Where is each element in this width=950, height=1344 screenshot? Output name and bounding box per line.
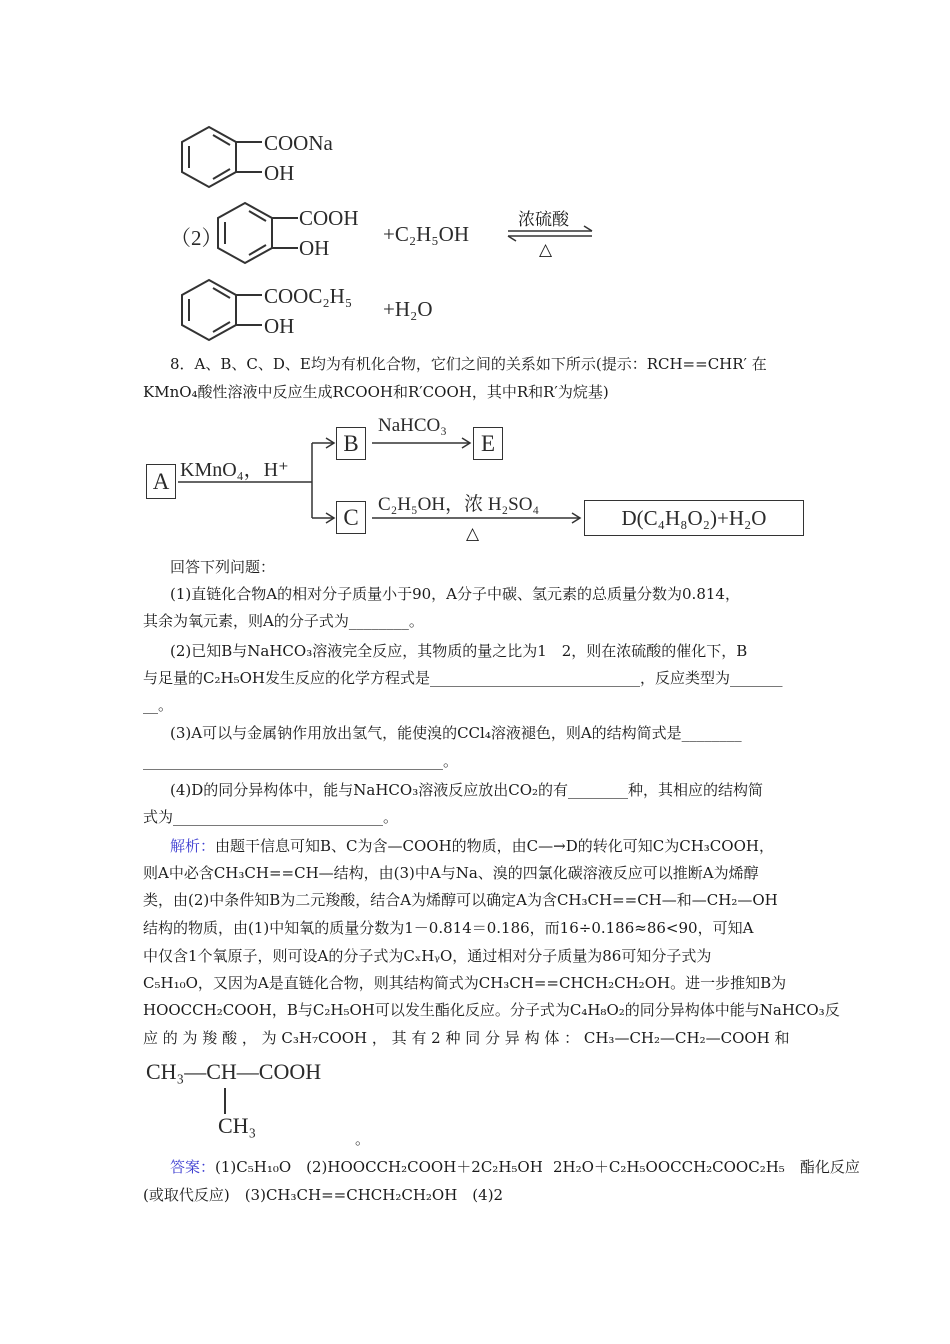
branch-bond	[224, 1088, 226, 1114]
q2-line-2: 与足量的C₂H₅OH发生反应的化学方程式是____________________________，反应类型为_______	[143, 669, 783, 687]
q4-line-1: (4)D的同分异构体中，能与NaHCO₃溶液反应放出CO₂的有________种，其相应的结构简	[170, 781, 764, 799]
isobutyric-acid-branch: CH₃	[218, 1113, 257, 1138]
benzene-ring-1	[182, 127, 262, 187]
q2-line-3: __。	[143, 696, 174, 714]
group-oh-3: OH	[264, 314, 295, 338]
reagent-ethanol-h2so4: C₂H₅OH，浓 H₂SO₄	[378, 494, 540, 515]
q1-line-2: 其余为氧元素，则A的分子式为________。	[143, 612, 424, 630]
q1-line-1: (1)直链化合物A的相对分子质量小于90，A分子中碳、氢元素的总质量分数为0.814，	[170, 585, 740, 603]
analysis-line-7: HOOCCH₂COOH，B与C₂H₅OH可以发生酯化反应。分子式为C₄H₈O₂的同分异构体中能与NaHCO₃反	[143, 1001, 840, 1019]
box-a: A	[146, 464, 176, 499]
question-intro-line-2: KMnO₄酸性溶液中反应生成RCOOH和R′COOH，其中R和R′为烷基)	[143, 383, 609, 401]
answer-label: 答案：	[170, 1158, 216, 1176]
box-c: C	[336, 501, 366, 534]
reagent-nahco3: NaHCO₃	[378, 415, 447, 436]
analysis-line-6: C₅H₁₀O，又因为A是直链化合物，则其结构简式为CH₃CH==CHCH₂CH₂OH。进一步推知B为	[143, 974, 787, 992]
q2-line-1: (2)已知B与NaHCO₃溶液完全反应，其物质的量之比为1 2，则在浓硫酸的催化下，B	[170, 642, 748, 660]
box-d-product: D(C₄H₈O₂)+H₂O	[584, 500, 804, 536]
answer-text-1: (1)C₅H₁₀O (2)HOOCCH₂COOH＋2C₂H₅OH	[215, 1158, 543, 1176]
analysis-text-1: 由题干信息可知B、C为含—COOH的物质，由C—→D的转化可知C为CH₃COOH，	[215, 837, 774, 855]
benzene-ring-2	[218, 203, 298, 263]
box-b: B	[336, 427, 366, 460]
answer-line-1-left	[170, 1156, 543, 1178]
q3-line-1: (3)A可以与金属钠作用放出氢气，能使溴的CCl₄溶液褪色，则A的结构简式是________	[170, 724, 742, 742]
isobutyric-acid-main-chain: CH₃—CH—COOH	[146, 1059, 322, 1084]
equation-label: （2）	[170, 226, 223, 250]
group-oh-2: OH	[299, 236, 330, 260]
benzene-ring-3	[182, 280, 262, 340]
answer-line-1-right: 2H₂O＋C₂H₅OOCCH₂COOC₂H₅ 酯化反应	[553, 1158, 860, 1176]
q4-line-2: 式为____________________________。	[143, 808, 399, 826]
structure-drawings	[0, 0, 950, 560]
product-water: +H₂O	[383, 297, 433, 321]
analysis-line-1	[170, 835, 774, 857]
heat-symbol: △	[539, 240, 553, 260]
analysis-line-2: 则A中必含CH₃CH==CH—结构，由(3)中A与Na、溴的四氯化碳溶液反应可以推断A为烯醇	[143, 864, 759, 882]
reagent-kmno4: KMnO₄，H⁺	[180, 459, 289, 481]
analysis-period: 。	[355, 1130, 371, 1148]
catalyst-label: 浓硫酸	[518, 210, 569, 230]
group-coona: COONa	[264, 131, 333, 155]
q3-line-2: ________________________________________。	[143, 752, 459, 770]
analysis-line-3: 类，由(2)中条件知B为二元羧酸，结合A为烯醇可以确定A为含CH₃CH==CH—和—CH₂—OH	[143, 891, 778, 909]
analysis-line-5: 中仅含1个氧原子，则可设A的分子式为CₓHᵧO，通过相对分子质量为86可知分子式为	[143, 947, 712, 965]
group-cooh: COOH	[299, 206, 359, 230]
analysis-line-4: 结构的物质，由(1)中知氧的质量分数为1－0.814＝0.186，而16÷0.186≈86<90，可知A	[143, 919, 754, 937]
analysis-label: 解析：	[170, 837, 216, 855]
answer-line-2: (或取代反应) (3)CH₃CH==CHCH₂CH₂OH (4)2	[143, 1186, 504, 1204]
box-e: E	[473, 427, 503, 460]
group-cooc2h5: COOC₂H₅	[264, 284, 353, 308]
group-oh-1: OH	[264, 161, 295, 185]
reagent-ethanol: +C₂H₅OH	[383, 222, 469, 246]
analysis-line-8: 应 的 为 羧 酸 ， 为 C₃H₇COOH ， 其 有 2 种 同 分 异 构 体 ： CH₃—CH₂—CH₂—COOH 和	[143, 1029, 790, 1047]
question-intro-line-1: 8．A、B、C、D、E均为有机化合物，它们之间的关系如下所示(提示：RCH==CHR′ 在	[170, 355, 767, 373]
heat-symbol-scheme: △	[466, 524, 480, 544]
prompt-answer-questions: 回答下列问题：	[170, 558, 276, 576]
